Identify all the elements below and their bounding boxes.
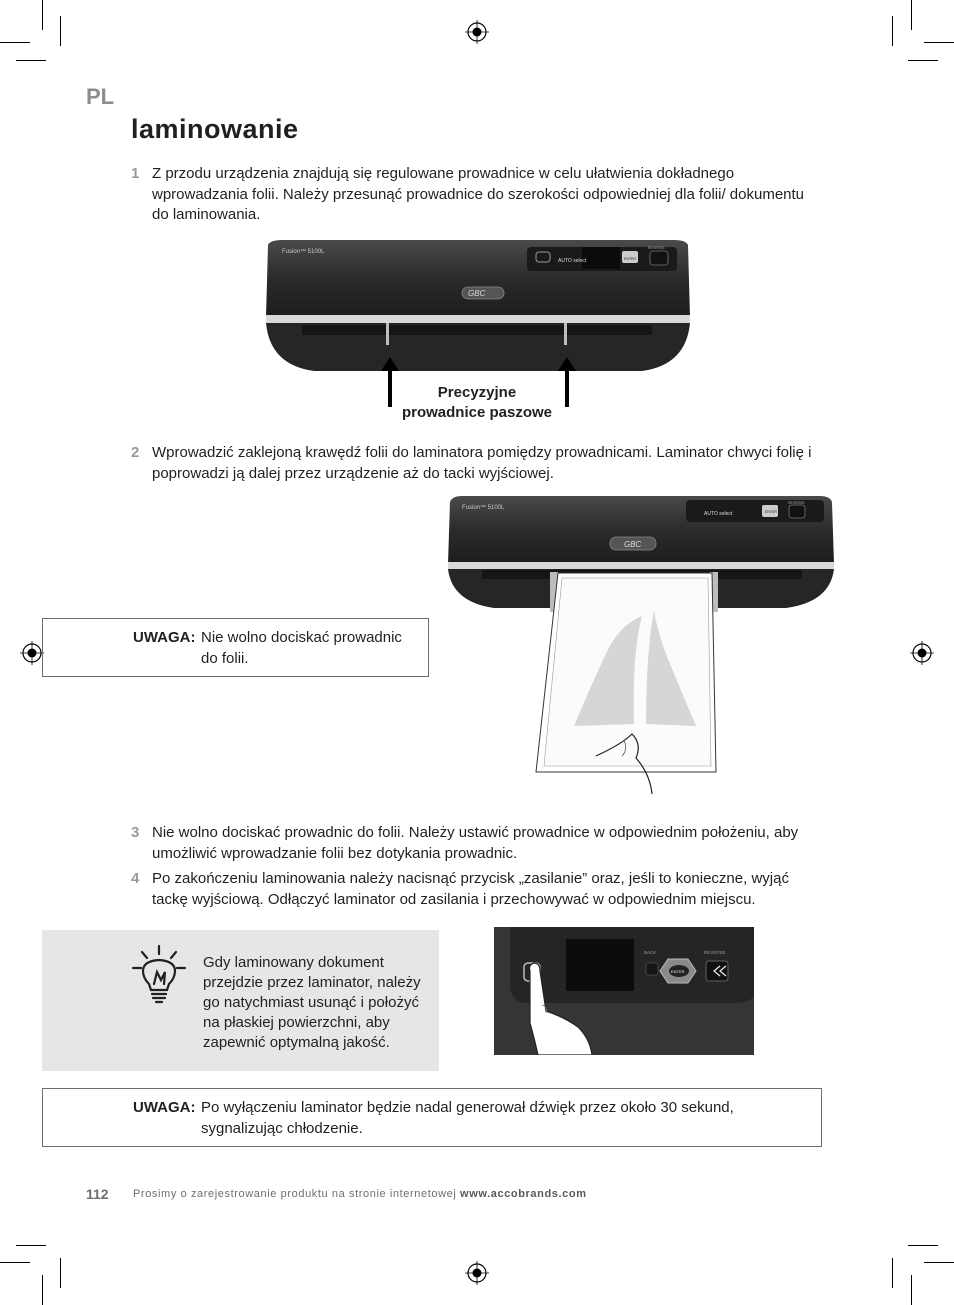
note-box-guides bbox=[42, 618, 429, 677]
figure-caption bbox=[372, 383, 582, 423]
step-3 bbox=[131, 823, 821, 864]
auto-select-label: AUTO select bbox=[558, 258, 587, 264]
note-text bbox=[201, 628, 426, 669]
enter-label: ENTER bbox=[765, 510, 777, 514]
note-line-1: Nie wolno dociskać prowadnic bbox=[201, 629, 402, 646]
note-line-2: do folii. bbox=[201, 649, 249, 667]
step-text: Nie wolno dociskać prowadnic do folii. Należy ustawić prowadnice w odpowiednim położeniu, aby umożliwić wprowadzanie folii bez dotykania prowadnic. bbox=[152, 824, 799, 862]
reverse-label: REVERSE bbox=[704, 950, 726, 955]
tip-box bbox=[42, 930, 439, 1071]
registration-mark-right bbox=[910, 641, 934, 665]
brand-logo: GBC bbox=[468, 289, 486, 298]
enter-label: ENTER bbox=[624, 257, 636, 261]
footer-url[interactable]: www.accobrands.com bbox=[460, 1188, 587, 1200]
language-tag: PL bbox=[86, 84, 115, 109]
note-label: UWAGA: bbox=[133, 629, 196, 646]
footer-text bbox=[133, 1188, 587, 1200]
step-text: Wprowadzić zaklejoną krawędź folii do laminatora pomiędzy prowadnicami. Laminator chwyci folię i poprowadzi ją dalej przez urządzenie aż do tacki wyjściowej. bbox=[152, 444, 812, 482]
step-2 bbox=[131, 443, 821, 484]
step-4 bbox=[131, 869, 821, 910]
model-label: Fusion™ 5100L bbox=[462, 505, 505, 511]
page-title: laminowanie bbox=[131, 114, 299, 144]
note-text bbox=[201, 1098, 801, 1139]
caption-line-2: prowadnice paszowe bbox=[401, 404, 553, 421]
note-line-2: sygnalizując chłodzenie. bbox=[201, 1119, 363, 1137]
model-label: Fusion™ 5100L bbox=[282, 249, 325, 255]
back-label: BACK bbox=[644, 950, 657, 955]
note-line-1: Po wyłączeniu laminator będzie nadal generował dźwięk przez około 30 sekund, bbox=[201, 1099, 734, 1116]
laminator-feeding-illustration bbox=[446, 494, 836, 804]
step-number: 1 bbox=[131, 165, 140, 182]
step-text: Po zakończeniu laminowania należy nacisnąć przycisk „zasilanie” oraz, jeśli to konieczne, wyjąć tackę wyjściową. Odłączyć laminator od zasilania i przechowywać w odpowiednim miejscu. bbox=[152, 870, 789, 908]
enter-label: ENTER bbox=[671, 969, 685, 974]
registration-mark-left bbox=[20, 641, 44, 665]
page-number: 112 bbox=[86, 1186, 109, 1202]
lightbulb-icon bbox=[130, 944, 188, 1004]
reverse-label: REVERSE bbox=[788, 501, 805, 505]
step-number: 2 bbox=[131, 444, 140, 461]
registration-mark-bottom bbox=[465, 1261, 489, 1285]
step-text: Z przodu urządzenia znajdują się regulowane prowadnice w celu ułatwienia dokładnego wprowadzania folii. Należy przesunąć prowadnice do szerokości odpowiedniej dla folii/ dokumentu do laminowania. bbox=[152, 165, 805, 223]
auto-select-label: AUTO select bbox=[704, 511, 733, 517]
registration-mark-top bbox=[465, 20, 489, 44]
tip-text: Gdy laminowany dokument przejdzie przez laminator, należy go natychmiast usunąć i położyć na płaskiej powierzchni, aby zapewnić optymalną jakość. bbox=[203, 954, 421, 1051]
note-label: UWAGA: bbox=[133, 1099, 196, 1116]
brand-logo: GBC bbox=[624, 540, 642, 549]
control-panel-illustration bbox=[494, 927, 754, 1055]
step-1 bbox=[131, 164, 821, 226]
footer-sentence: Prosimy o zarejestrowanie produktu na stronie internetowej bbox=[133, 1188, 457, 1200]
note-box-cooling bbox=[42, 1088, 822, 1147]
reverse-label: REVERSE bbox=[648, 246, 665, 250]
step-number: 3 bbox=[131, 824, 140, 841]
caption-line-1: Precyzyjne bbox=[437, 384, 517, 401]
step-number: 4 bbox=[131, 870, 140, 887]
laminator-front-illustration bbox=[262, 237, 694, 382]
